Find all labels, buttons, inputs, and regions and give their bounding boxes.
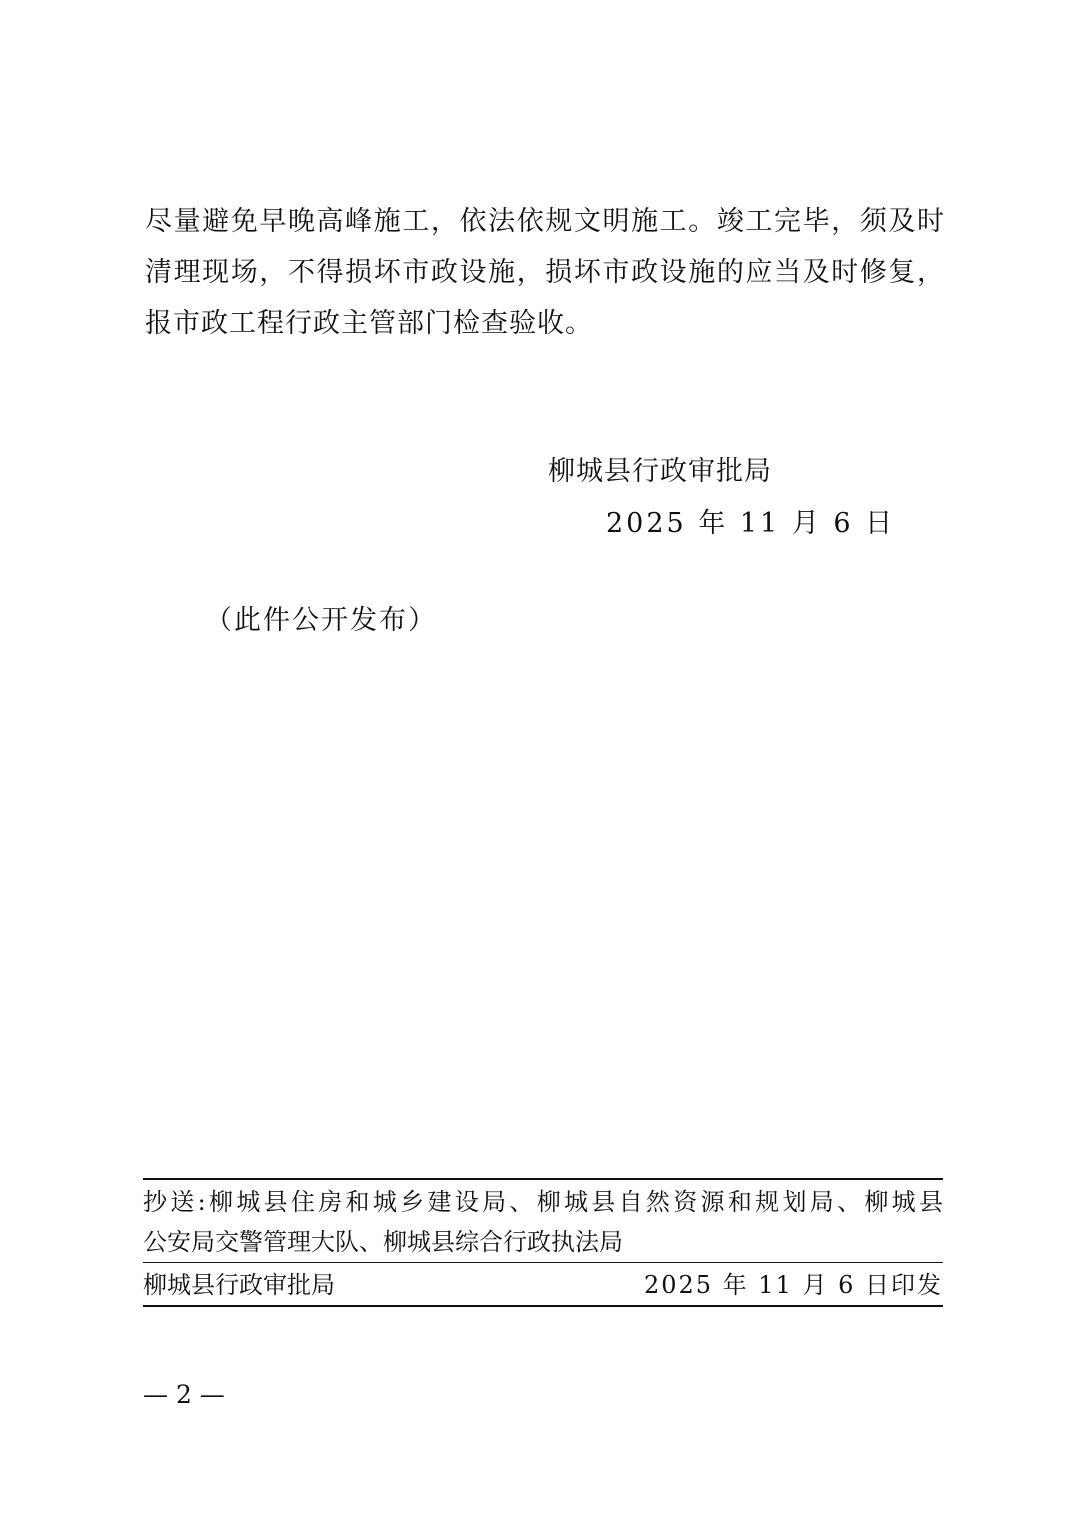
body-paragraph	[145, 196, 945, 349]
signature-date: 2025 年 11 月 6 日	[606, 508, 896, 539]
body-line-2: 清理现场，不得损坏市政设施，损坏市政设施的应当及时修复，	[145, 257, 945, 288]
cc-line-1: 抄送:柳城县住房和城乡建设局、柳城县自然资源和规划局、柳城县	[143, 1188, 943, 1216]
page-number: — 2 —	[143, 1380, 225, 1409]
issuer-name: 柳城县行政审批局	[143, 1271, 335, 1299]
footer-bottom-rule	[143, 1305, 943, 1307]
body-line-1: 尽量避免早晚高峰施工，依法依规文明施工。竣工完毕，须及时	[145, 206, 945, 237]
cc-line-2: 公安局交警管理大队、柳城县综合行政执法局	[143, 1228, 623, 1256]
issue-date: 2025 年 11 月 6 日印发	[643, 1271, 943, 1299]
signature-organization: 柳城县行政审批局	[548, 456, 772, 487]
cc-list	[143, 1180, 943, 1262]
issue-row	[143, 1263, 943, 1305]
public-release-note: （此件公开发布）	[205, 605, 437, 636]
document-footer	[143, 1178, 943, 1307]
body-line-3: 报市政工程行政主管部门检查验收。	[145, 308, 593, 339]
